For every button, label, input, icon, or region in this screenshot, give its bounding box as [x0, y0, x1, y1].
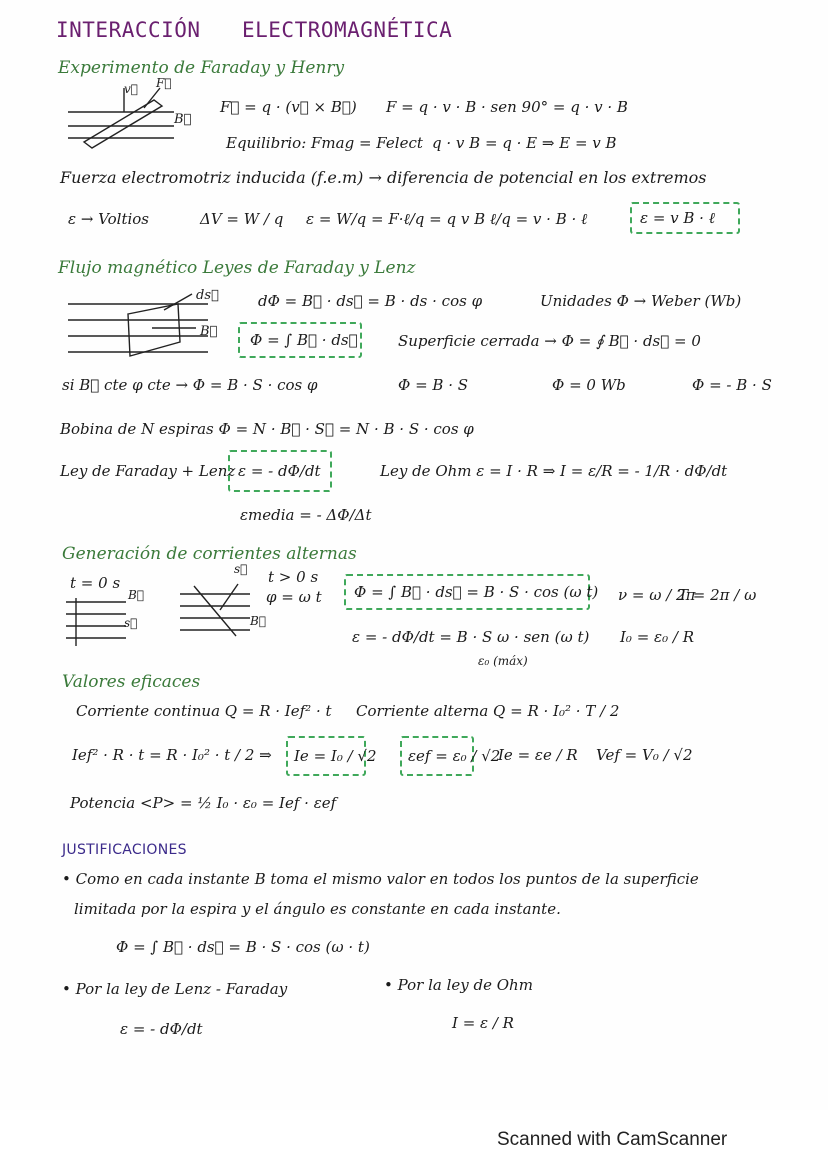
ac-time-positive: t > 0 s [268, 568, 319, 586]
rms-current-resistance: Ie = εe / R [498, 746, 578, 764]
emf-derivation: ε = W/q = F·ℓ/q = q v B ℓ/q = v · B · ℓ [306, 210, 588, 228]
fem-units: ε → Voltios [68, 210, 149, 228]
justification-1-line-1: • Como en cada instante B toma el mismo valor en todos los puntos de la superficie [62, 870, 699, 888]
constant-b-flux: si B⃗ cte φ cte → Φ = B · S · cos φ [62, 376, 318, 394]
flux-case-parallel: Φ = B · S [398, 376, 469, 394]
rms-emf-box [400, 736, 501, 776]
label-b-vector: B⃗ [174, 112, 192, 127]
rms-current-box [286, 736, 377, 776]
title-part2: ELECTROMAGNÉTICA [242, 18, 453, 42]
ac-emf-max: ε₀ (máx) [478, 654, 528, 668]
faraday-lenz-label: Ley de Faraday + Lenz [60, 462, 236, 480]
flux-case-antiparallel: Φ = - B · S [692, 376, 772, 394]
rms-voltage: Vef = V₀ / √2 [596, 746, 693, 764]
faraday-henry-heading: Experimento de Faraday y Henry [58, 58, 345, 78]
equilibrio-label: Equilibrio: Fmag = Felect [226, 134, 423, 152]
mean-power: Potencia <P> = ½ I₀ · ε₀ = Ief · εef [70, 794, 337, 812]
d-flux-equation: dΦ = B⃗ · ds⃗ = B · ds · cos φ [258, 292, 483, 310]
lorentz-force: F⃗ = q · (v⃗ × B⃗) [220, 98, 357, 116]
label-s-ac: s⃗ [124, 616, 138, 630]
ac-heat: Corriente alterna Q = R · I₀² · T / 2 [356, 702, 620, 720]
rms-equality: Ief² · R · t = R · I₀² · t / 2 ⇒ [72, 746, 272, 764]
justification-2-equation: ε = - dΦ/dt [120, 1020, 203, 1038]
label-v-vector: v⃗ [124, 82, 138, 96]
ac-angle: φ = ω t [266, 588, 322, 606]
fem-heading: Fuerza electromotriz inducida (f.e.m) → diferencia de potencial en los extremos [60, 168, 707, 187]
label-s-rotated: s⃗ [234, 562, 248, 576]
faraday-lenz-box [228, 450, 332, 492]
rms-heading: Valores eficaces [62, 672, 201, 692]
delta-v-equation: ΔV = W / q [200, 210, 284, 228]
ac-peak-current: I₀ = ε₀ / R [620, 628, 694, 646]
flux-case-perpendicular: Φ = 0 Wb [552, 376, 626, 394]
coil-flux: Bobina de N espiras Φ = N · B⃗ · S⃗ = N · B · S · cos φ [60, 420, 474, 438]
flux-heading: Flujo magnético Leyes de Faraday y Lenz [58, 258, 416, 278]
label-b-vector-flux: B⃗ [200, 324, 218, 339]
flux-integral-text: Φ = ∫ B⃗ · ds⃗ [250, 331, 358, 349]
ac-flux-box [344, 574, 599, 610]
rotated-coil-diagram [180, 580, 270, 640]
dc-heat: Corriente continua Q = R · Ief² · t [76, 702, 332, 720]
camscanner-watermark: Scanned with CamScanner [497, 1129, 728, 1150]
justification-flux: Φ = ∫ B⃗ · ds⃗ = B · S · cos (ω · t) [116, 938, 370, 956]
closed-surface-flux: Superficie cerrada → Φ = ∮ B⃗ · ds⃗ = 0 [398, 332, 701, 350]
ac-emf-equation: ε = - dΦ/dt = B · S ω · sen (ω t) [352, 628, 590, 646]
faraday-lenz-equation: ε = - dΦ/dt [238, 462, 321, 480]
rms-current: Ie = I₀ / √2 [294, 747, 377, 765]
ac-time-zero: t = 0 s [70, 574, 121, 592]
label-f-vector: F⃗ [156, 76, 172, 90]
justifications-heading: JUSTIFICACIONES [62, 842, 187, 858]
emf-boxed-result [630, 202, 740, 234]
flux-integral-box [238, 322, 362, 358]
rms-emf: εef = ε₀ / √2 [408, 747, 501, 765]
justification-3: • Por la ley de Ohm [384, 976, 533, 994]
ac-frequency: ν = ω / 2π [618, 586, 696, 604]
emf-boxed-text: ε = v B · ℓ [640, 209, 715, 227]
flux-units: Unidades Φ → Weber (Wb) [540, 292, 742, 310]
justification-2: • Por la ley de Lenz - Faraday [62, 980, 288, 998]
ohm-law-flux: Ley de Ohm ε = I · R ⇒ I = ε/R = - 1/R · dΦ/dt [380, 462, 728, 480]
mean-emf: εmedia = - ΔΦ/Δt [240, 506, 372, 524]
force-magnitude: F = q · v · B · sen 90° = q · v · B [386, 98, 628, 116]
label-b-ac: B⃗ [128, 588, 145, 602]
justification-1-line-2: limitada por la espira y el ángulo es constante en cada instante. [74, 900, 561, 918]
justification-3-equation: I = ε / R [452, 1014, 514, 1032]
title-part1: INTERACCIÓN [56, 18, 201, 42]
ac-period: T = 2π / ω [678, 586, 757, 604]
ac-flux-equation: Φ = ∫ B⃗ · ds⃗ = B · S · cos (ω t) [354, 583, 599, 601]
equilibrio-equation: q · v B = q · E ⇒ E = v B [432, 134, 617, 152]
ac-heading: Generación de corrientes alternas [62, 544, 357, 564]
label-b-rotated: B⃗ [250, 614, 267, 628]
label-ds-vector: ds⃗ [196, 288, 219, 303]
